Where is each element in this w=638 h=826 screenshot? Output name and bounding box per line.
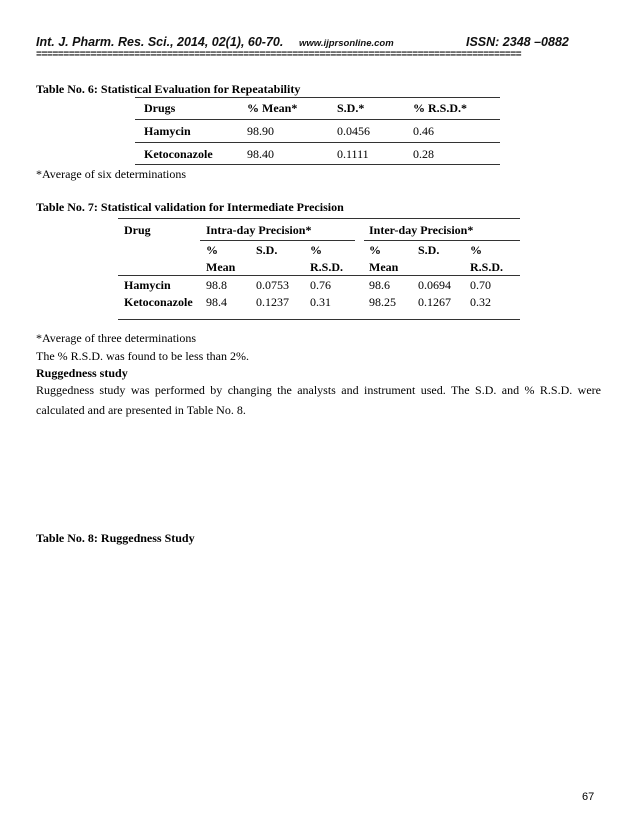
table7-sub-mean: Mean	[206, 260, 236, 274]
table6-rsd: 0.46	[413, 124, 434, 138]
table7-intra-mean: 98.8	[206, 278, 227, 292]
table6-sd: 0.1111	[337, 147, 369, 161]
table7-sub-pct-rsd: %	[470, 243, 482, 257]
table7-intra-sd: 0.1237	[256, 295, 289, 309]
table6-row-rule	[135, 142, 500, 143]
table7-sub-rsd: R.S.D.	[310, 260, 344, 274]
table6-header-rule	[135, 119, 500, 120]
table7-inter-mean: 98.6	[369, 278, 390, 292]
table7-header-drug: Drug	[124, 223, 151, 237]
table6-drug: Hamycin	[144, 124, 191, 138]
table7-sub-mean: Mean	[369, 260, 399, 274]
table7-header-rule	[118, 275, 520, 276]
table6-header-sd: S.D.*	[337, 101, 365, 115]
table7-inter-sd: 0.1267	[418, 295, 451, 309]
ruggedness-heading: Ruggedness study	[36, 366, 128, 380]
table8-caption: Table No. 8: Ruggedness Study	[36, 531, 195, 545]
table6-header-rsd: % R.S.D.*	[413, 101, 468, 115]
table7-drug: Hamycin	[124, 278, 171, 292]
table7-inter-sd: 0.0694	[418, 278, 451, 292]
table7-sub-pct-mean: %	[369, 243, 381, 257]
table7-sub-pct-rsd: %	[310, 243, 322, 257]
page-number: 67	[582, 791, 595, 803]
table6-caption: Table No. 6: Statistical Evaluation for Repeatability	[36, 82, 301, 96]
table6-mean: 98.90	[247, 124, 274, 138]
table6-sd: 0.0456	[337, 124, 370, 138]
journal-issn: ISSN: 2348 –0882	[466, 35, 569, 49]
table7-header-interday: Inter-day Precision*	[369, 223, 474, 237]
table7-intraday-rule	[200, 240, 355, 241]
header-rule: =========================================================================================	[36, 50, 522, 61]
table7-inter-mean: 98.25	[369, 295, 396, 309]
table6-header-mean: % Mean*	[247, 101, 298, 115]
rsd-note: The % R.S.D. was found to be less than 2%.	[36, 349, 249, 363]
table7-sub-rsd: R.S.D.	[470, 260, 504, 274]
table7-intra-sd: 0.0753	[256, 278, 289, 292]
journal-url: www.ijprsonline.com	[299, 38, 394, 49]
table7-intra-mean: 98.4	[206, 295, 227, 309]
table7-header-intraday: Intra-day Precision*	[206, 223, 312, 237]
table7-footnote: *Average of three determinations	[36, 331, 197, 345]
table6-top-rule	[135, 97, 500, 98]
table6-rsd: 0.28	[413, 147, 434, 161]
table7-top-rule	[118, 218, 520, 219]
table7-intra-rsd: 0.76	[310, 278, 331, 292]
table7-inter-rsd: 0.70	[470, 278, 491, 292]
table7-bottom-rule	[118, 319, 520, 320]
table6-bottom-rule	[135, 164, 500, 165]
journal-citation: Int. J. Pharm. Res. Sci., 2014, 02(1), 60-70.	[36, 35, 284, 49]
ruggedness-paragraph: Ruggedness study was performed by changing the analysts and instrument used. The S.D. and % R.S.D. were calculated and are presented in Table No. 8.	[36, 383, 601, 417]
table7-interday-rule	[364, 240, 520, 241]
table6-footnote: *Average of six determinations	[36, 167, 187, 181]
table7-intra-rsd: 0.31	[310, 295, 331, 309]
table6-mean: 98.40	[247, 147, 274, 161]
table6-drug: Ketoconazole	[144, 147, 213, 161]
table7-sub-sd: S.D.	[418, 243, 440, 257]
table6-header-drugs: Drugs	[144, 101, 176, 115]
table7-caption: Table No. 7: Statistical validation for Intermediate Precision	[36, 200, 344, 214]
table7-sub-sd: S.D.	[256, 243, 278, 257]
table7-drug: Ketoconazole	[124, 295, 193, 309]
table7-sub-pct-mean: %	[206, 243, 218, 257]
table7-inter-rsd: 0.32	[470, 295, 491, 309]
